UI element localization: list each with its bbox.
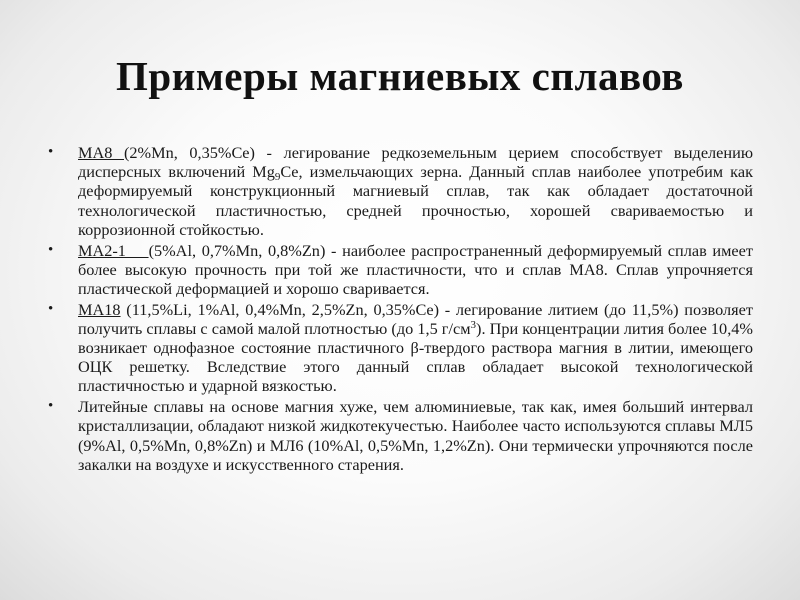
alloy-description-cont: ). При концентрации лития более 10,4% возникает однофазное состояние пластичного β-твердого раствора магния в литии, имеющего ОЦК решетку. Вследствие этого данный сплав обладает высокой технологической пластичностью и ударной вязкостью.: [78, 318, 753, 396]
alloy-code: МА8: [78, 143, 124, 162]
subscript: 9: [274, 171, 281, 184]
alloy-description-cont: Ce, измельчающих зерна. Данный сплав наиболее употребим как деформируемый конструкционный магниевый сплав, так как обладает достаточной технологической пластичностью, средней прочностью, хорошей свариваемостью и коррозионной стойкостью.: [78, 162, 753, 239]
bullet-icon: •: [48, 241, 54, 258]
bullet-icon: •: [48, 144, 54, 160]
slide-title: Примеры магниевых сплавов: [116, 53, 684, 99]
list-item-ma8: [48, 143, 753, 239]
list-item-ma2-1: [48, 241, 753, 299]
list-item-ma18: [48, 300, 753, 396]
bullet-list: [48, 143, 753, 475]
alloy-code: МА2-1: [78, 240, 149, 260]
cast-alloys-text: Литейные сплавы на основе магния хуже, чем алюминиевые, так как, имея больший интервал кристаллизации, обладают низкой жидкотекучестью. Наиболее часто используются сплавы МЛ5 (9%Al, 0,5%Mn, 0,8%Zn) и МЛ6 (10%Al, 0,5%Mn, 1,2%Zn). Они термически упрочняются после закалки на воздухе и искусственного старения.: [78, 397, 753, 474]
bullet-icon: •: [48, 398, 54, 415]
alloy-code: МА18: [78, 299, 121, 319]
alloy-description: (11,5%Li, 1%Al, 0,4%Mn, 2,5%Zn, 0,35%Ce) - легирование литием (до 11,5%) позволяет получить сплавы с самой малой плотностью (до 1,5 г/см: [78, 299, 753, 338]
alloy-description: (5%Al, 0,7%Mn, 0,8%Zn) - наиболее распространенный деформируемый сплав имеет более высокую прочность при той же пластичности, что и сплав МА8. Сплав упрочняется пластической деформацией и хорошо сваривается.: [78, 240, 753, 298]
bullet-icon: •: [48, 300, 54, 317]
alloy-description: (2%Mn, 0,35%Ce) - легирование редкоземельным церием способствует выделению дисперсных включений Mg: [78, 143, 753, 182]
list-item-cast-alloys: [48, 397, 753, 474]
superscript: 3: [470, 318, 477, 331]
